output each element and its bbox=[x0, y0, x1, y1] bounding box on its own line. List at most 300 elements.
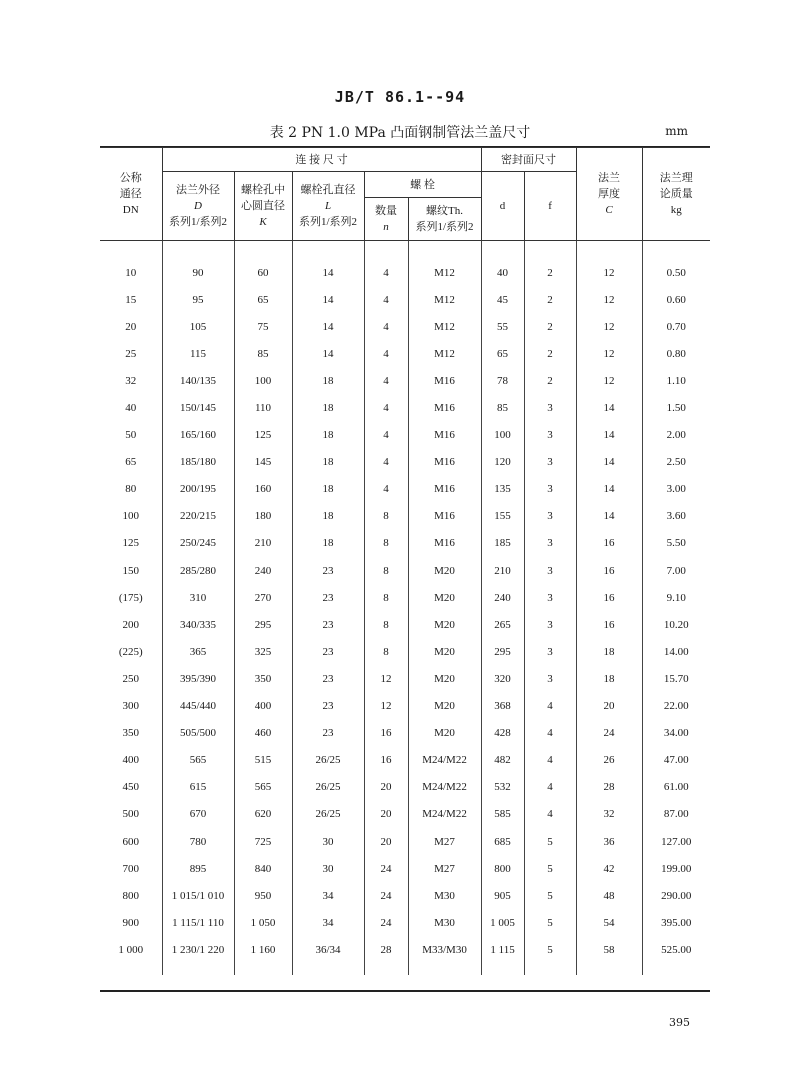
cell-bolt-count: 24 bbox=[364, 909, 408, 936]
cell-thickness: 26 bbox=[576, 747, 642, 774]
cell-thickness: 14 bbox=[576, 422, 642, 449]
cell-bolt-count: 20 bbox=[364, 774, 408, 801]
cell-bolt-count: 4 bbox=[364, 394, 408, 421]
cell-thread: M20 bbox=[408, 584, 481, 611]
cell-bolt-count: 4 bbox=[364, 340, 408, 367]
cell-bolt-count: 4 bbox=[364, 313, 408, 340]
table-row bbox=[100, 665, 710, 692]
cell-seal-f: 2 bbox=[524, 286, 576, 313]
cell-mass: 14.00 bbox=[642, 638, 710, 665]
table-row bbox=[100, 638, 710, 665]
cell-dn: 250 bbox=[122, 672, 139, 685]
cell-dn: 300 bbox=[122, 700, 139, 713]
cell-bolt-count: 8 bbox=[364, 503, 408, 530]
cell-mass: 2.50 bbox=[642, 449, 710, 476]
cell-dn: 32 bbox=[125, 374, 137, 387]
cell-bolt-circle: 620 bbox=[234, 801, 292, 828]
table-row bbox=[100, 909, 710, 936]
header-outer-diameter-label: 法兰外径 bbox=[176, 184, 220, 196]
cell-bolt-hole: 23 bbox=[292, 611, 364, 638]
cell-dn: 65 bbox=[125, 456, 137, 469]
cell-bolt-count: 12 bbox=[364, 665, 408, 692]
cell-thread: M12 bbox=[408, 259, 481, 286]
page-number: 395 bbox=[669, 1016, 690, 1029]
tail-cell bbox=[364, 963, 408, 975]
cell-thickness: 12 bbox=[576, 259, 642, 286]
cell-seal-f: 3 bbox=[524, 503, 576, 530]
cell-thread: M20 bbox=[408, 557, 481, 584]
cell-mass: 87.00 bbox=[642, 801, 710, 828]
cell-dn: 80 bbox=[125, 483, 137, 496]
cell-seal-f: 3 bbox=[524, 449, 576, 476]
cell-bolt-hole: 26/25 bbox=[292, 747, 364, 774]
cell-thickness: 28 bbox=[576, 774, 642, 801]
spacer-cell bbox=[481, 241, 524, 260]
cell-thickness: 12 bbox=[576, 286, 642, 313]
cell-outer-diameter: 615 bbox=[162, 774, 234, 801]
cell-bolt-hole: 34 bbox=[292, 909, 364, 936]
cell-seal-d: 585 bbox=[481, 801, 524, 828]
cell-thickness: 16 bbox=[576, 557, 642, 584]
cell-mass: 9.10 bbox=[642, 584, 710, 611]
table-row bbox=[100, 557, 710, 584]
cell-bolt-count: 16 bbox=[364, 720, 408, 747]
spacer-cell bbox=[100, 241, 162, 260]
cell-thickness: 16 bbox=[576, 530, 642, 557]
cell-outer-diameter: 185/180 bbox=[162, 449, 234, 476]
table-row bbox=[100, 286, 710, 313]
cell-seal-f: 3 bbox=[524, 530, 576, 557]
tail-cell bbox=[642, 963, 710, 975]
cell-bolt-count: 8 bbox=[364, 638, 408, 665]
spacer-cell bbox=[162, 241, 234, 260]
cell-seal-d: 532 bbox=[481, 774, 524, 801]
cell-thickness: 14 bbox=[576, 394, 642, 421]
tail-cell bbox=[162, 963, 234, 975]
cell-seal-f: 4 bbox=[524, 693, 576, 720]
cell-bolt-circle: 125 bbox=[234, 422, 292, 449]
table-row bbox=[100, 449, 710, 476]
cell-seal-f: 2 bbox=[524, 340, 576, 367]
cell-bolt-hole: 14 bbox=[292, 340, 364, 367]
cell-thickness: 20 bbox=[576, 693, 642, 720]
cell-seal-d: 120 bbox=[481, 449, 524, 476]
cell-outer-diameter: 670 bbox=[162, 801, 234, 828]
cell-seal-d: 78 bbox=[481, 367, 524, 394]
cell-mass: 10.20 bbox=[642, 611, 710, 638]
table-row bbox=[100, 503, 710, 530]
cell-dn: 900 bbox=[122, 916, 139, 929]
cell-bolt-hole: 18 bbox=[292, 476, 364, 503]
cell-seal-d: 1 115 bbox=[481, 936, 524, 963]
table-caption: 表 2 PN 1.0 MPa 凸面钢制管法兰盖尺寸 bbox=[269, 125, 531, 141]
header-bolt-circle-line1: 螺栓孔中 bbox=[241, 184, 285, 196]
header-outer-diameter bbox=[162, 172, 234, 241]
cell-seal-d: 265 bbox=[481, 611, 524, 638]
cell-thickness: 24 bbox=[576, 720, 642, 747]
cell-dn: (225) bbox=[118, 645, 143, 658]
table-row bbox=[100, 394, 710, 421]
cell-bolt-circle: 145 bbox=[234, 449, 292, 476]
cell-outer-diameter: 150/145 bbox=[162, 394, 234, 421]
tail-row bbox=[100, 963, 710, 975]
table-row bbox=[100, 747, 710, 774]
cell-bolt-hole: 30 bbox=[292, 828, 364, 855]
header-thickness-line1: 法兰 bbox=[598, 172, 621, 184]
table-row bbox=[100, 611, 710, 638]
cell-dn: 25 bbox=[125, 347, 137, 360]
cell-bolt-circle: 295 bbox=[234, 611, 292, 638]
cell-seal-d: 1 005 bbox=[481, 909, 524, 936]
cell-thickness: 54 bbox=[576, 909, 642, 936]
cell-thread: M24/M22 bbox=[408, 747, 481, 774]
cell-seal-d: 135 bbox=[481, 476, 524, 503]
cell-seal-d: 65 bbox=[481, 340, 524, 367]
cell-bolt-circle: 840 bbox=[234, 855, 292, 882]
cell-thickness: 14 bbox=[576, 476, 642, 503]
cell-bolt-count: 4 bbox=[364, 367, 408, 394]
header-bolt-count-label: 数量 bbox=[375, 205, 397, 217]
cell-bolt-hole: 14 bbox=[292, 313, 364, 340]
cell-mass: 525.00 bbox=[642, 936, 710, 963]
cell-bolt-circle: 110 bbox=[234, 394, 292, 421]
cell-seal-f: 4 bbox=[524, 774, 576, 801]
cell-bolt-circle: 325 bbox=[234, 638, 292, 665]
table-bottom-rule bbox=[100, 990, 710, 992]
header-thread bbox=[408, 198, 481, 241]
table-row bbox=[100, 855, 710, 882]
cell-outer-diameter: 445/440 bbox=[162, 693, 234, 720]
cell-mass: 0.60 bbox=[642, 286, 710, 313]
cell-thickness: 16 bbox=[576, 611, 642, 638]
cell-bolt-circle: 515 bbox=[234, 747, 292, 774]
cell-thickness: 12 bbox=[576, 313, 642, 340]
cell-bolt-hole: 18 bbox=[292, 530, 364, 557]
spacer-cell bbox=[234, 241, 292, 260]
cell-seal-d: 368 bbox=[481, 693, 524, 720]
spacer-row bbox=[100, 241, 710, 260]
cell-outer-diameter: 565 bbox=[162, 747, 234, 774]
header-bolt-count bbox=[364, 198, 408, 241]
cell-thread: M12 bbox=[408, 340, 481, 367]
cell-seal-f: 2 bbox=[524, 367, 576, 394]
cell-bolt-count: 8 bbox=[364, 557, 408, 584]
cell-thread: M27 bbox=[408, 855, 481, 882]
cell-dn: (175) bbox=[118, 591, 143, 604]
header-bolt-hole bbox=[292, 172, 364, 241]
cell-dn: 400 bbox=[122, 754, 139, 767]
table-row bbox=[100, 774, 710, 801]
cell-bolt-hole: 23 bbox=[292, 693, 364, 720]
cell-dn: 700 bbox=[122, 862, 139, 875]
spacer-cell bbox=[524, 241, 576, 260]
header-outer-diameter-symbol: D bbox=[194, 200, 202, 212]
cell-bolt-count: 8 bbox=[364, 530, 408, 557]
table-unit: mm bbox=[665, 124, 688, 138]
cell-mass: 2.00 bbox=[642, 422, 710, 449]
header-thickness-line2: 厚度 bbox=[598, 188, 621, 200]
cell-thickness: 14 bbox=[576, 449, 642, 476]
cell-dn: 20 bbox=[125, 320, 137, 333]
cell-dn: 100 bbox=[122, 510, 139, 523]
cell-seal-d: 295 bbox=[481, 638, 524, 665]
cell-thread: M12 bbox=[408, 286, 481, 313]
header-bolt-hole-symbol: L bbox=[324, 200, 332, 212]
cell-thread: M20 bbox=[408, 665, 481, 692]
cell-seal-d: 45 bbox=[481, 286, 524, 313]
cell-thickness: 16 bbox=[576, 584, 642, 611]
cell-bolt-hole: 23 bbox=[292, 720, 364, 747]
cell-outer-diameter: 250/245 bbox=[162, 530, 234, 557]
cell-thread: M20 bbox=[408, 638, 481, 665]
cell-thread: M16 bbox=[408, 449, 481, 476]
cell-dn: 40 bbox=[125, 402, 137, 415]
cell-bolt-circle: 210 bbox=[234, 530, 292, 557]
cell-bolt-circle: 240 bbox=[234, 557, 292, 584]
cell-bolt-circle: 565 bbox=[234, 774, 292, 801]
cell-bolt-hole: 18 bbox=[292, 394, 364, 421]
header-thickness-symbol: C bbox=[605, 204, 613, 216]
cell-outer-diameter: 365 bbox=[162, 638, 234, 665]
cell-mass: 22.00 bbox=[642, 693, 710, 720]
cell-thread: M16 bbox=[408, 422, 481, 449]
header-bolt-count-symbol: n bbox=[383, 221, 389, 233]
cell-outer-diameter: 1 230/1 220 bbox=[162, 936, 234, 963]
cell-bolt-count: 8 bbox=[364, 611, 408, 638]
cell-mass: 127.00 bbox=[642, 828, 710, 855]
cell-mass: 1.50 bbox=[642, 394, 710, 421]
cell-outer-diameter: 105 bbox=[162, 313, 234, 340]
cell-bolt-circle: 270 bbox=[234, 584, 292, 611]
cell-bolt-hole: 23 bbox=[292, 638, 364, 665]
cell-thread: M33/M30 bbox=[408, 936, 481, 963]
cell-mass: 199.00 bbox=[642, 855, 710, 882]
cell-thickness: 14 bbox=[576, 503, 642, 530]
table-row bbox=[100, 936, 710, 963]
spacer-cell bbox=[576, 241, 642, 260]
cell-dn: 125 bbox=[122, 537, 139, 550]
cell-bolt-circle: 160 bbox=[234, 476, 292, 503]
cell-bolt-hole: 26/25 bbox=[292, 774, 364, 801]
cell-thickness: 12 bbox=[576, 340, 642, 367]
cell-seal-d: 40 bbox=[481, 259, 524, 286]
cell-seal-f: 2 bbox=[524, 313, 576, 340]
cell-outer-diameter: 1 015/1 010 bbox=[162, 882, 234, 909]
cell-thread: M27 bbox=[408, 828, 481, 855]
header-mass bbox=[642, 148, 710, 241]
cell-thickness: 18 bbox=[576, 665, 642, 692]
cell-seal-d: 185 bbox=[481, 530, 524, 557]
cell-bolt-count: 24 bbox=[364, 855, 408, 882]
cell-seal-f: 5 bbox=[524, 855, 576, 882]
cell-thread: M30 bbox=[408, 882, 481, 909]
cell-thread: M12 bbox=[408, 313, 481, 340]
cell-seal-d: 428 bbox=[481, 720, 524, 747]
cell-mass: 3.00 bbox=[642, 476, 710, 503]
cell-bolt-circle: 65 bbox=[234, 286, 292, 313]
cell-thread: M20 bbox=[408, 693, 481, 720]
cell-thread: M16 bbox=[408, 367, 481, 394]
spacer-cell bbox=[364, 241, 408, 260]
header-sealing: 密封面尺寸 bbox=[481, 148, 576, 172]
cell-seal-d: 482 bbox=[481, 747, 524, 774]
cell-dn: 450 bbox=[122, 781, 139, 794]
cell-bolt-count: 4 bbox=[364, 259, 408, 286]
cell-thickness: 32 bbox=[576, 801, 642, 828]
cell-seal-f: 2 bbox=[524, 259, 576, 286]
table-row bbox=[100, 340, 710, 367]
cell-mass: 47.00 bbox=[642, 747, 710, 774]
cell-seal-f: 5 bbox=[524, 936, 576, 963]
cell-bolt-circle: 350 bbox=[234, 665, 292, 692]
cell-bolt-hole: 34 bbox=[292, 882, 364, 909]
cell-outer-diameter: 505/500 bbox=[162, 720, 234, 747]
cell-mass: 61.00 bbox=[642, 774, 710, 801]
cell-bolt-hole: 23 bbox=[292, 665, 364, 692]
cell-bolt-count: 4 bbox=[364, 476, 408, 503]
header-bolt-hole-label: 螺栓孔直径 bbox=[300, 184, 356, 196]
standard-code-header: JB/T 86.1--94 bbox=[334, 88, 466, 106]
cell-bolt-hole: 18 bbox=[292, 422, 364, 449]
cell-bolt-circle: 75 bbox=[234, 313, 292, 340]
cell-bolt-circle: 1 050 bbox=[234, 909, 292, 936]
cell-dn: 15 bbox=[125, 293, 137, 306]
table-row bbox=[100, 367, 710, 394]
cell-bolt-circle: 460 bbox=[234, 720, 292, 747]
cell-seal-f: 3 bbox=[524, 665, 576, 692]
table-row bbox=[100, 801, 710, 828]
tail-cell bbox=[576, 963, 642, 975]
cell-bolt-circle: 100 bbox=[234, 367, 292, 394]
cell-bolt-count: 20 bbox=[364, 801, 408, 828]
table-row bbox=[100, 828, 710, 855]
cell-bolt-hole: 14 bbox=[292, 259, 364, 286]
cell-mass: 290.00 bbox=[642, 882, 710, 909]
cell-outer-diameter: 200/195 bbox=[162, 476, 234, 503]
cell-outer-diameter: 780 bbox=[162, 828, 234, 855]
table-row bbox=[100, 530, 710, 557]
cell-thickness: 18 bbox=[576, 638, 642, 665]
header-bolt-circle-line2: 心圆直径 bbox=[241, 200, 285, 212]
cell-mass: 7.00 bbox=[642, 557, 710, 584]
header-bolt-circle bbox=[234, 172, 292, 241]
cell-mass: 395.00 bbox=[642, 909, 710, 936]
cell-bolt-hole: 30 bbox=[292, 855, 364, 882]
cell-bolt-hole: 23 bbox=[292, 584, 364, 611]
cell-bolt-circle: 1 160 bbox=[234, 936, 292, 963]
cell-seal-d: 85 bbox=[481, 394, 524, 421]
cell-seal-f: 5 bbox=[524, 882, 576, 909]
cell-seal-d: 155 bbox=[481, 503, 524, 530]
cell-bolt-hole: 18 bbox=[292, 449, 364, 476]
cell-seal-f: 3 bbox=[524, 476, 576, 503]
header-mass-line1: 法兰理 bbox=[659, 172, 693, 184]
cell-bolt-count: 12 bbox=[364, 693, 408, 720]
cell-mass: 1.10 bbox=[642, 367, 710, 394]
cell-thread: M30 bbox=[408, 909, 481, 936]
cell-bolt-circle: 725 bbox=[234, 828, 292, 855]
header-thread-label: 螺纹Th. bbox=[426, 205, 464, 217]
table-row bbox=[100, 476, 710, 503]
tail-cell bbox=[481, 963, 524, 975]
header-connection: 连 接 尺 寸 bbox=[162, 148, 481, 172]
cell-mass: 0.50 bbox=[642, 259, 710, 286]
cell-mass: 34.00 bbox=[642, 720, 710, 747]
cell-seal-d: 685 bbox=[481, 828, 524, 855]
cell-dn: 500 bbox=[122, 808, 139, 821]
cell-thickness: 12 bbox=[576, 367, 642, 394]
cell-seal-f: 3 bbox=[524, 422, 576, 449]
cell-thread: M24/M22 bbox=[408, 774, 481, 801]
cell-bolt-hole: 36/34 bbox=[292, 936, 364, 963]
header-bolt: 螺 栓 bbox=[364, 172, 481, 198]
tail-cell bbox=[234, 963, 292, 975]
cell-bolt-count: 28 bbox=[364, 936, 408, 963]
cell-outer-diameter: 895 bbox=[162, 855, 234, 882]
cell-seal-d: 800 bbox=[481, 855, 524, 882]
cell-dn: 600 bbox=[122, 835, 139, 848]
cell-bolt-hole: 14 bbox=[292, 286, 364, 313]
cell-bolt-count: 24 bbox=[364, 882, 408, 909]
cell-bolt-hole: 18 bbox=[292, 503, 364, 530]
cell-bolt-hole: 26/25 bbox=[292, 801, 364, 828]
cell-dn: 1 000 bbox=[118, 943, 144, 956]
header-dn-line3: DN bbox=[122, 204, 139, 216]
table-row bbox=[100, 313, 710, 340]
cell-dn: 800 bbox=[122, 889, 139, 902]
cell-seal-d: 210 bbox=[481, 557, 524, 584]
cell-outer-diameter: 95 bbox=[162, 286, 234, 313]
cell-thread: M20 bbox=[408, 611, 481, 638]
cell-bolt-circle: 950 bbox=[234, 882, 292, 909]
cell-seal-f: 3 bbox=[524, 611, 576, 638]
cell-seal-d: 100 bbox=[481, 422, 524, 449]
header-thickness bbox=[576, 148, 642, 241]
cell-bolt-count: 4 bbox=[364, 449, 408, 476]
cell-seal-d: 55 bbox=[481, 313, 524, 340]
cell-outer-diameter: 165/160 bbox=[162, 422, 234, 449]
table-row bbox=[100, 693, 710, 720]
cell-outer-diameter: 285/280 bbox=[162, 557, 234, 584]
cell-seal-f: 3 bbox=[524, 584, 576, 611]
header-outer-diameter-series: 系列1/系列2 bbox=[168, 216, 228, 228]
header-dn-line2: 通径 bbox=[119, 188, 142, 200]
table-body bbox=[100, 241, 710, 976]
cell-bolt-count: 8 bbox=[364, 584, 408, 611]
table-row bbox=[100, 259, 710, 286]
cell-seal-f: 4 bbox=[524, 747, 576, 774]
cell-bolt-hole: 23 bbox=[292, 557, 364, 584]
spacer-cell bbox=[642, 241, 710, 260]
cell-thickness: 36 bbox=[576, 828, 642, 855]
cell-outer-diameter: 90 bbox=[162, 259, 234, 286]
tail-cell bbox=[292, 963, 364, 975]
cell-dn: 200 bbox=[122, 618, 139, 631]
cell-bolt-count: 20 bbox=[364, 828, 408, 855]
tail-cell bbox=[100, 963, 162, 975]
cell-seal-f: 3 bbox=[524, 394, 576, 421]
header-dn-line1: 公称 bbox=[119, 172, 142, 184]
cell-outer-diameter: 395/390 bbox=[162, 665, 234, 692]
table-row bbox=[100, 422, 710, 449]
cell-thread: M20 bbox=[408, 720, 481, 747]
table-row bbox=[100, 584, 710, 611]
cell-mass: 15.70 bbox=[642, 665, 710, 692]
header-bolt-circle-symbol: K bbox=[259, 216, 267, 228]
header-thread-series: 系列1/系列2 bbox=[415, 221, 474, 233]
cell-seal-f: 5 bbox=[524, 909, 576, 936]
cell-dn: 150 bbox=[122, 564, 139, 577]
